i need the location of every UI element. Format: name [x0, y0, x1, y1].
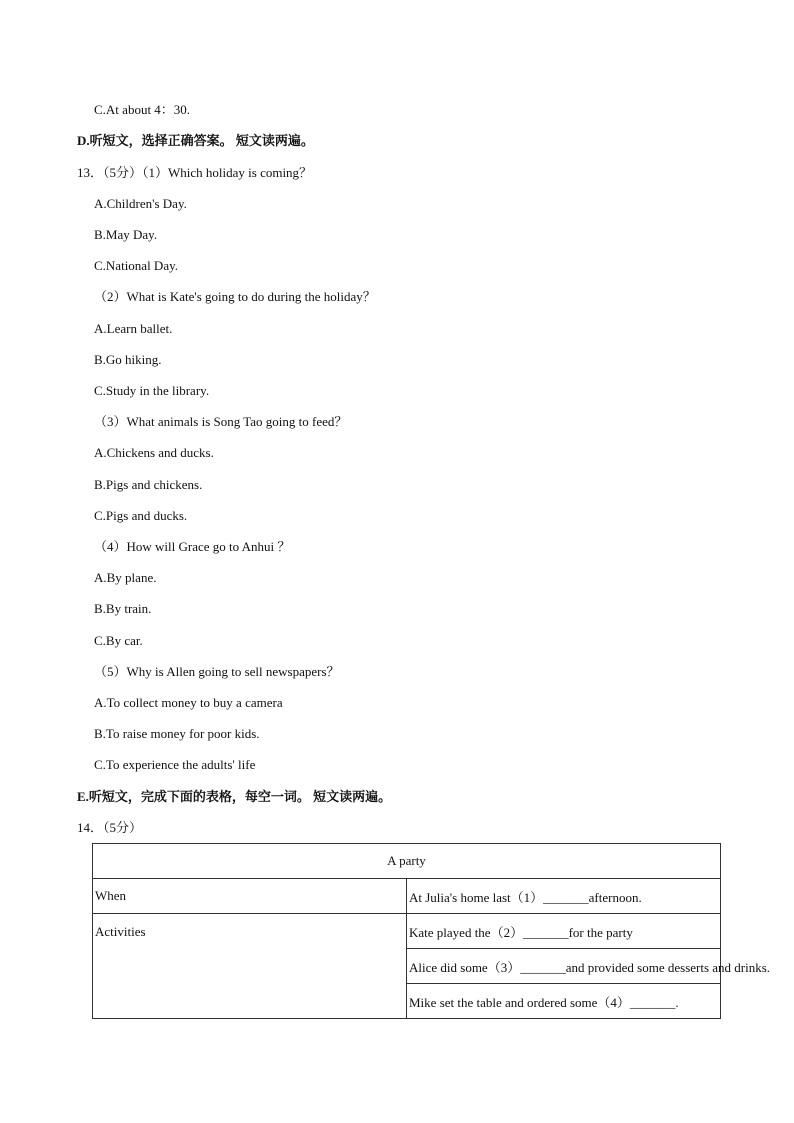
q13-2-option-c: C.Study in the library.: [94, 383, 210, 398]
table-row: [93, 879, 721, 914]
activity-alice: Alice did some（3）_______and provided some desserts and drinks.: [407, 949, 721, 984]
table-row: [93, 844, 721, 879]
q13-4-option-c: C.By car.: [94, 633, 143, 648]
q13-4-option-b: B.By train.: [94, 601, 152, 616]
table-title: A party: [93, 844, 721, 879]
q13-1-option-a: A.Children's Day.: [94, 196, 187, 211]
when-label: When: [93, 879, 407, 914]
q13-2-option-a: A.Learn ballet.: [94, 321, 173, 336]
q13-3-question: （3）What animals is Song Tao going to feed？: [94, 414, 348, 429]
activity-mike: Mike set the table and ordered some（4）_______.: [407, 984, 721, 1019]
q13-3-option-c: C.Pigs and ducks.: [94, 508, 188, 523]
q13-4-option-a: A.By plane.: [94, 570, 157, 585]
section-d-heading: D.听短文，选择正确答案。 短文读两遍。: [77, 133, 314, 148]
q13-3-option-a: A.Chickens and ducks.: [94, 445, 214, 460]
q13-1-option-b: B.May Day.: [94, 227, 158, 242]
q13-1-option-c: C.National Day.: [94, 258, 178, 273]
q13-5-option-b: B.To raise money for poor kids.: [94, 726, 260, 741]
q13-2-option-b: B.Go hiking.: [94, 352, 162, 367]
activity-kate: Kate played the（2）_______for the party: [407, 914, 721, 949]
q13-5-question: （5）Why is Allen going to sell newspapers？: [94, 664, 340, 679]
q13-5-option-c: C.To experience the adults' life: [94, 757, 256, 772]
q12-option-c: C.At about 4：30.: [94, 102, 191, 117]
q13-header: 13．（5分）（1）Which holiday is coming？: [77, 165, 313, 180]
activities-label: Activities: [93, 914, 407, 1019]
q13-4-question: （4）How will Grace go to Anhui ？: [94, 539, 291, 554]
section-e-heading: E.听短文，完成下面的表格，每空一词。 短文读两遍。: [77, 789, 392, 804]
q13-5-option-a: A.To collect money to buy a camera: [94, 695, 283, 710]
q13-2-question: （2）What is Kate's going to do during the holiday？: [94, 289, 376, 304]
q14-header: 14．（5分）: [77, 820, 143, 835]
q13-3-option-b: B.Pigs and chickens.: [94, 477, 203, 492]
table-row: [93, 914, 721, 949]
party-table: [92, 843, 771, 1019]
when-value: At Julia's home last（1）_______afternoon.: [407, 879, 721, 914]
